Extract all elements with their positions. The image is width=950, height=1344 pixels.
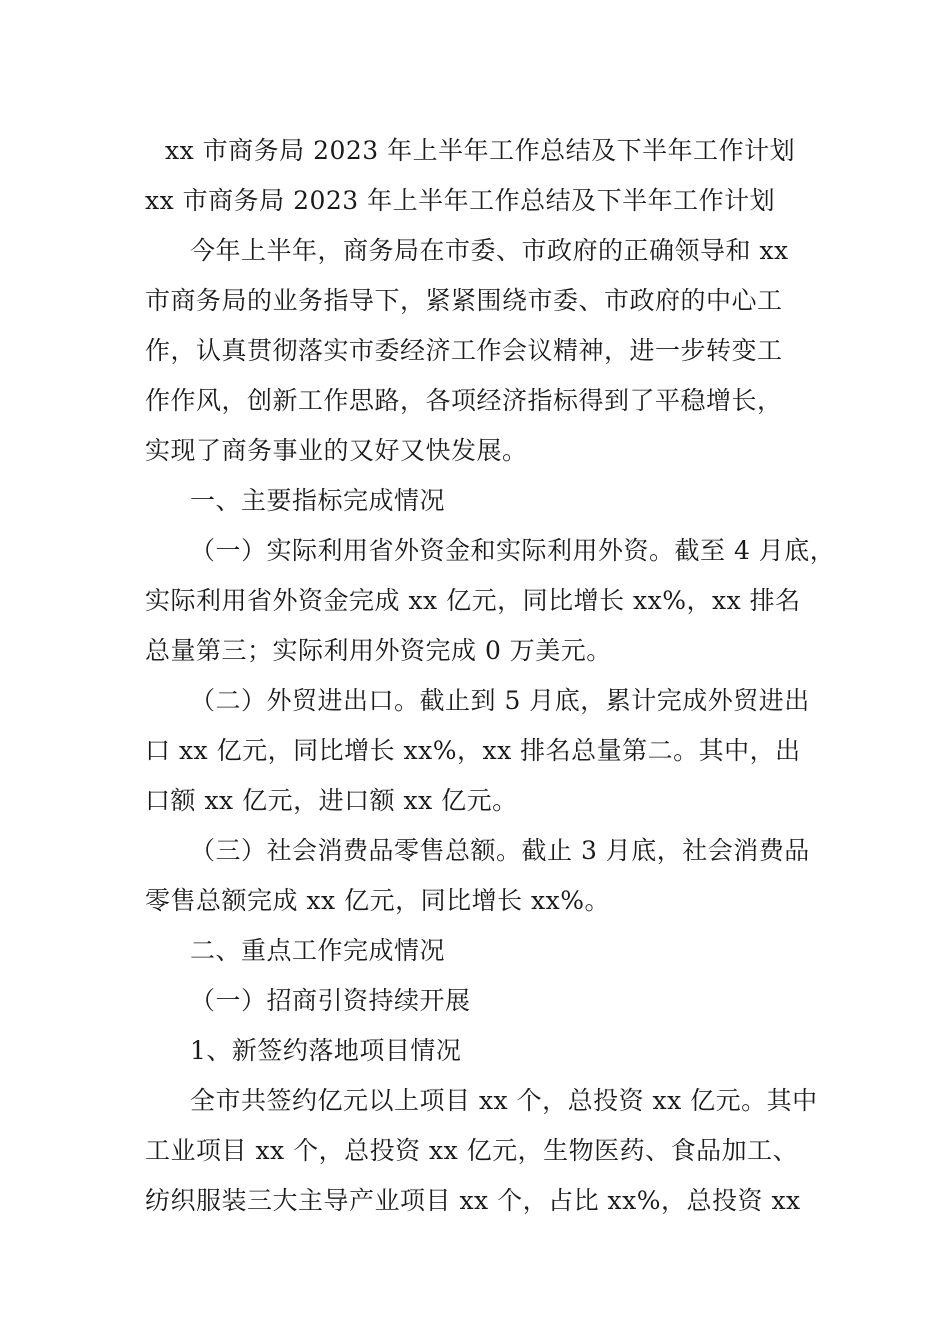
intro-line: 作作风，创新工作思路，各项经济指标得到了平稳增长， [145, 386, 783, 415]
item-1-2-line: 口额 xx 亿元，进口额 xx 亿元。 [145, 786, 518, 815]
intro-line: 实现了商务事业的又好又快发展。 [145, 436, 528, 465]
document-subtitle: xx 市商务局 2023 年上半年工作总结及下半年工作计划 [145, 186, 776, 215]
item-1-1-line: 总量第三；实际利用外资完成 0 万美元。 [145, 636, 612, 665]
intro-line: 市商务局的业务指导下，紧紧围绕市委、市政府的中心工 [145, 286, 783, 315]
projects-line: 全市共签约亿元以上项目 xx 个，总投资 xx 亿元。其中 [190, 1086, 818, 1115]
sub-heading-2-1: （一）招商引资持续开展 [190, 986, 471, 1015]
sub-heading-2-1-1: 1、新签约落地项目情况 [190, 1036, 462, 1065]
item-1-1-line: （一）实际利用省外资金和实际利用外资。截至 4 月底， [190, 536, 836, 565]
item-1-3-line: 零售总额完成 xx 亿元，同比增长 xx%。 [145, 886, 610, 915]
section-heading-1: 一、主要指标完成情况 [190, 486, 446, 515]
document-title: xx 市商务局 2023 年上半年工作总结及下半年工作计划 [165, 136, 796, 165]
projects-line: 纺织服装三大主导产业项目 xx 个，占比 xx%，总投资 xx [145, 1186, 801, 1215]
item-1-2-line: （二）外贸进出口。截止到 5 月底，累计完成外贸进出 [190, 686, 810, 715]
item-1-3-line: （三）社会消费品零售总额。截止 3 月底，社会消费品 [190, 836, 810, 865]
intro-line: 作，认真贯彻落实市委经济工作会议精神，进一步转变工 [145, 336, 783, 365]
intro-line: 今年上半年，商务局在市委、市政府的正确领导和 xx [190, 236, 789, 265]
projects-line: 工业项目 xx 个，总投资 xx 亿元，生物医药、食品加工、 [145, 1136, 799, 1165]
item-1-2-line: 口 xx 亿元，同比增长 xx%，xx 排名总量第二。其中，出 [145, 736, 801, 765]
item-1-1-line: 实际利用省外资金完成 xx 亿元，同比增长 xx%，xx 排名 [145, 586, 801, 615]
section-heading-2: 二、重点工作完成情况 [190, 936, 446, 965]
